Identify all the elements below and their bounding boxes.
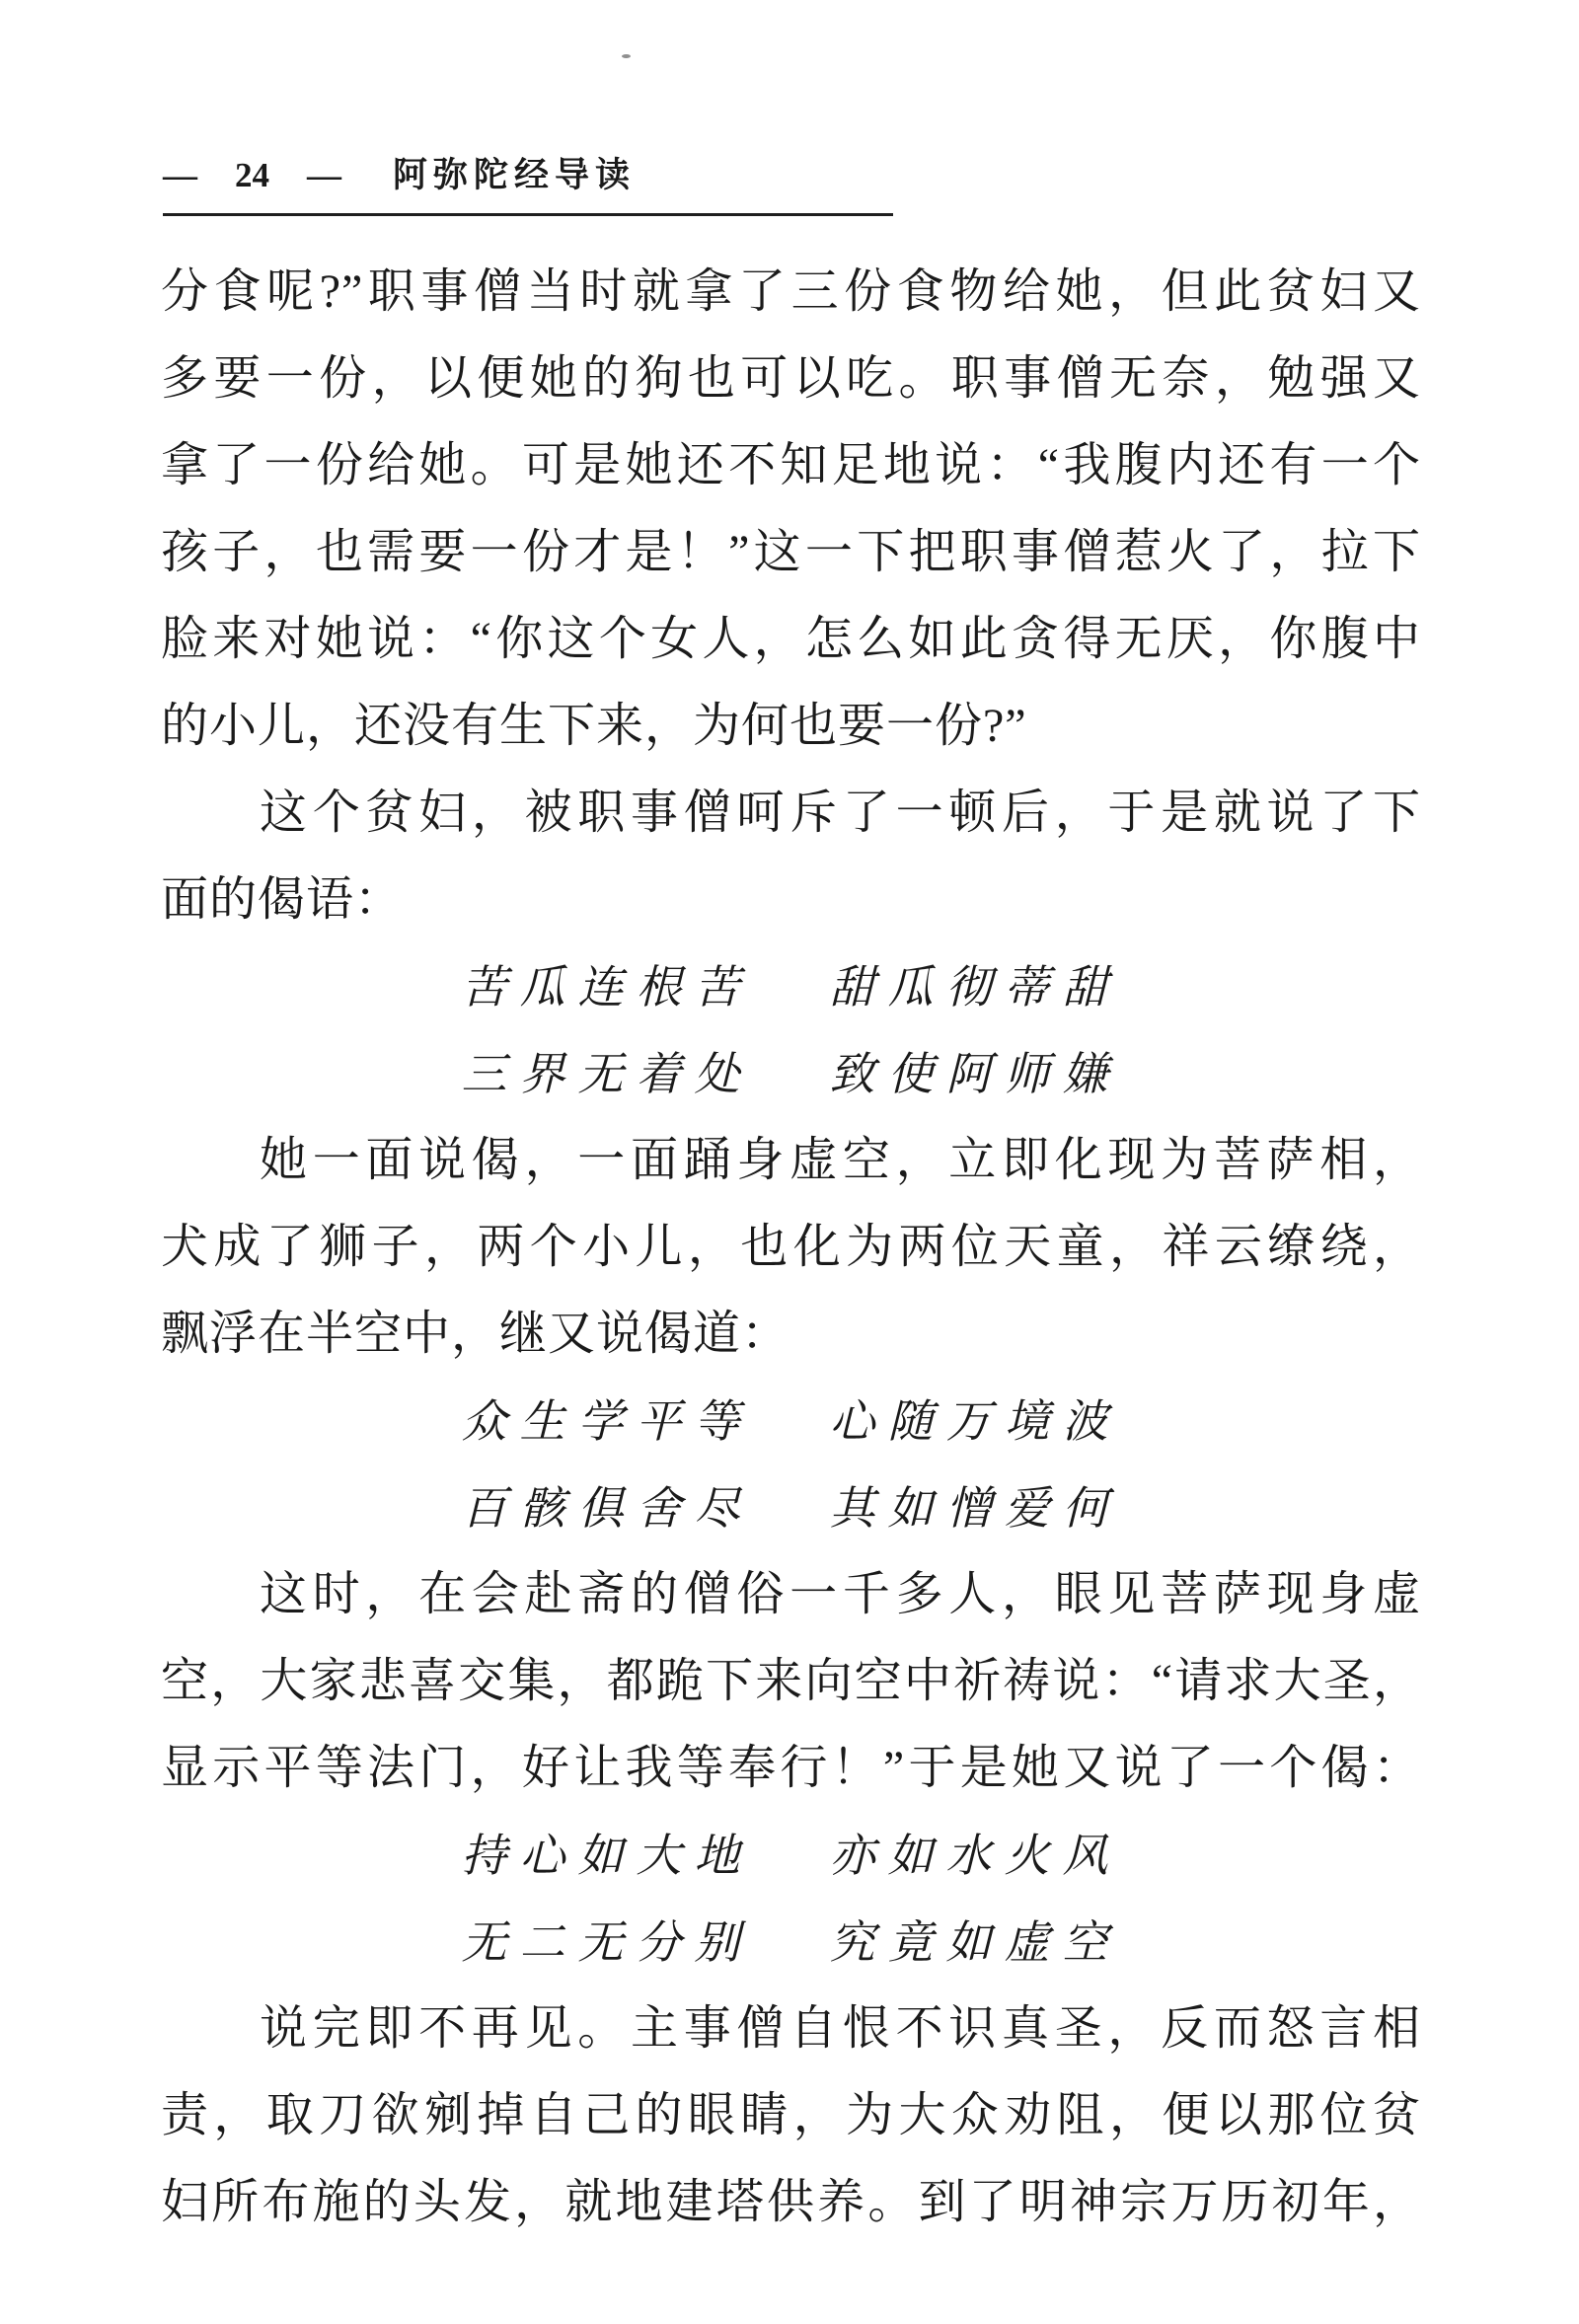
text-line: 妇所布施的头发，就地建塔供养。到了明神宗万历初年， (161, 2176, 1421, 2228)
verse-line (161, 1378, 1421, 1464)
page-body (161, 249, 1421, 2246)
text-line: 这个贫妇，被职事僧呵斥了一顿后，于是就说了下 (260, 787, 1421, 839)
text-line: 这时，在会赴斋的僧俗一千多人，眼见菩萨现身虚 (260, 1568, 1421, 1620)
text-line: 飘浮在半空中，继又说偈道： (161, 1308, 790, 1360)
text-line: 责，取刀欲剜掉自己的眼睛，为大众劝阻，便以那位贫 (161, 2089, 1421, 2141)
verse-half-left: 百骸俱舍尽 (461, 1481, 753, 1535)
verse-line (161, 1899, 1421, 1986)
text-line: 说完即不再见。主事僧自恨不识真圣，反而怒言相 (260, 2002, 1421, 2055)
header-dash-right: — (307, 156, 341, 194)
text-line: 拿了一份给她。可是她还不知足地说：“我腹内还有一个 (161, 439, 1421, 491)
text-line: 显示平等法门，好让我等奉行！”于是她又说了一个偈： (161, 1742, 1421, 1794)
text-line: 的小儿，还没有生下来，为何也要一份?” (161, 700, 1027, 752)
verse-half-right: 其如憎爱何 (829, 1481, 1121, 1535)
book-title: 阿弥陀经导读 (393, 156, 637, 194)
verse-half-left: 无二无分别 (461, 1915, 753, 1969)
verse-half-left: 众生学平等 (461, 1394, 753, 1448)
text-line: 犬成了狮子，两个小儿，也化为两位天童，祥云缭绕， (161, 1221, 1421, 1273)
verse-line (161, 1030, 1421, 1117)
text-line: 多要一份，以便她的狗也可以吃。职事僧无奈，勉强又 (161, 352, 1421, 405)
text-line: 空，大家悲喜交集，都跪下来向空中祈祷说：“请求大圣， (161, 1655, 1421, 1707)
page-number: 24 (235, 156, 269, 194)
verse-half-right: 亦如水火风 (829, 1829, 1121, 1882)
verse-line (161, 1464, 1421, 1551)
header-dash-left: — (163, 156, 197, 194)
scan-speck (622, 54, 631, 58)
verse-line (161, 943, 1421, 1030)
verse-half-right: 究竟如虚空 (829, 1915, 1121, 1969)
verse-half-right: 致使阿师嫌 (829, 1047, 1121, 1100)
verse-half-left: 苦瓜连根苦 (461, 960, 753, 1013)
text-line: 孩子，也需要一份才是！”这一下把职事僧惹火了，拉下 (161, 526, 1421, 578)
verse-half-right: 心随万境波 (829, 1394, 1121, 1448)
verse-line (161, 1812, 1421, 1899)
verse-half-right: 甜瓜彻蒂甜 (829, 960, 1121, 1013)
text-line: 脸来对她说：“你这个女人，怎么如此贪得无厌，你腹中 (161, 613, 1421, 665)
text-line: 分食呢?”职事僧当时就拿了三份食物给她，但此贫妇又 (161, 265, 1421, 318)
page-header (163, 148, 893, 216)
text-line: 她一面说偈，一面踊身虚空，立即化现为菩萨相， (260, 1134, 1421, 1186)
verse-half-left: 三界无着处 (461, 1047, 753, 1100)
verse-half-left: 持心如大地 (461, 1829, 753, 1882)
text-line: 面的偈语： (161, 873, 404, 926)
